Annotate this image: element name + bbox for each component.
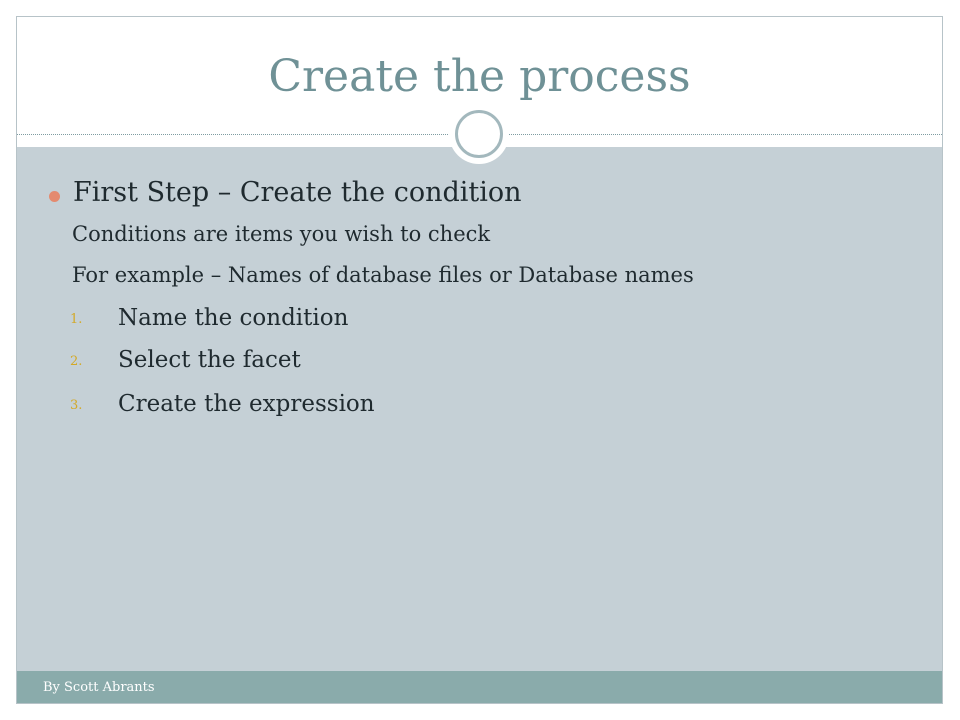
divider-circle-icon: [455, 110, 503, 158]
bullet-dot-icon: [49, 191, 60, 202]
sub-line: Conditions are items you wish to check: [72, 222, 491, 246]
numbered-item-number: 1.: [70, 312, 83, 327]
numbered-item-number: 3.: [70, 398, 83, 413]
bullet-text: First Step – Create the condition: [73, 177, 522, 208]
footer-author: By Scott Abrants: [43, 680, 155, 695]
sub-line: For example – Names of database files or Database names: [72, 263, 694, 287]
numbered-item-text: Select the facet: [118, 347, 301, 373]
footer-bar: [17, 671, 942, 704]
numbered-item-text: Create the expression: [118, 391, 375, 417]
numbered-item-text: Name the condition: [118, 305, 349, 331]
slide-title: Create the process: [268, 51, 691, 102]
numbered-item-number: 2.: [70, 354, 83, 369]
slide: [16, 16, 943, 704]
